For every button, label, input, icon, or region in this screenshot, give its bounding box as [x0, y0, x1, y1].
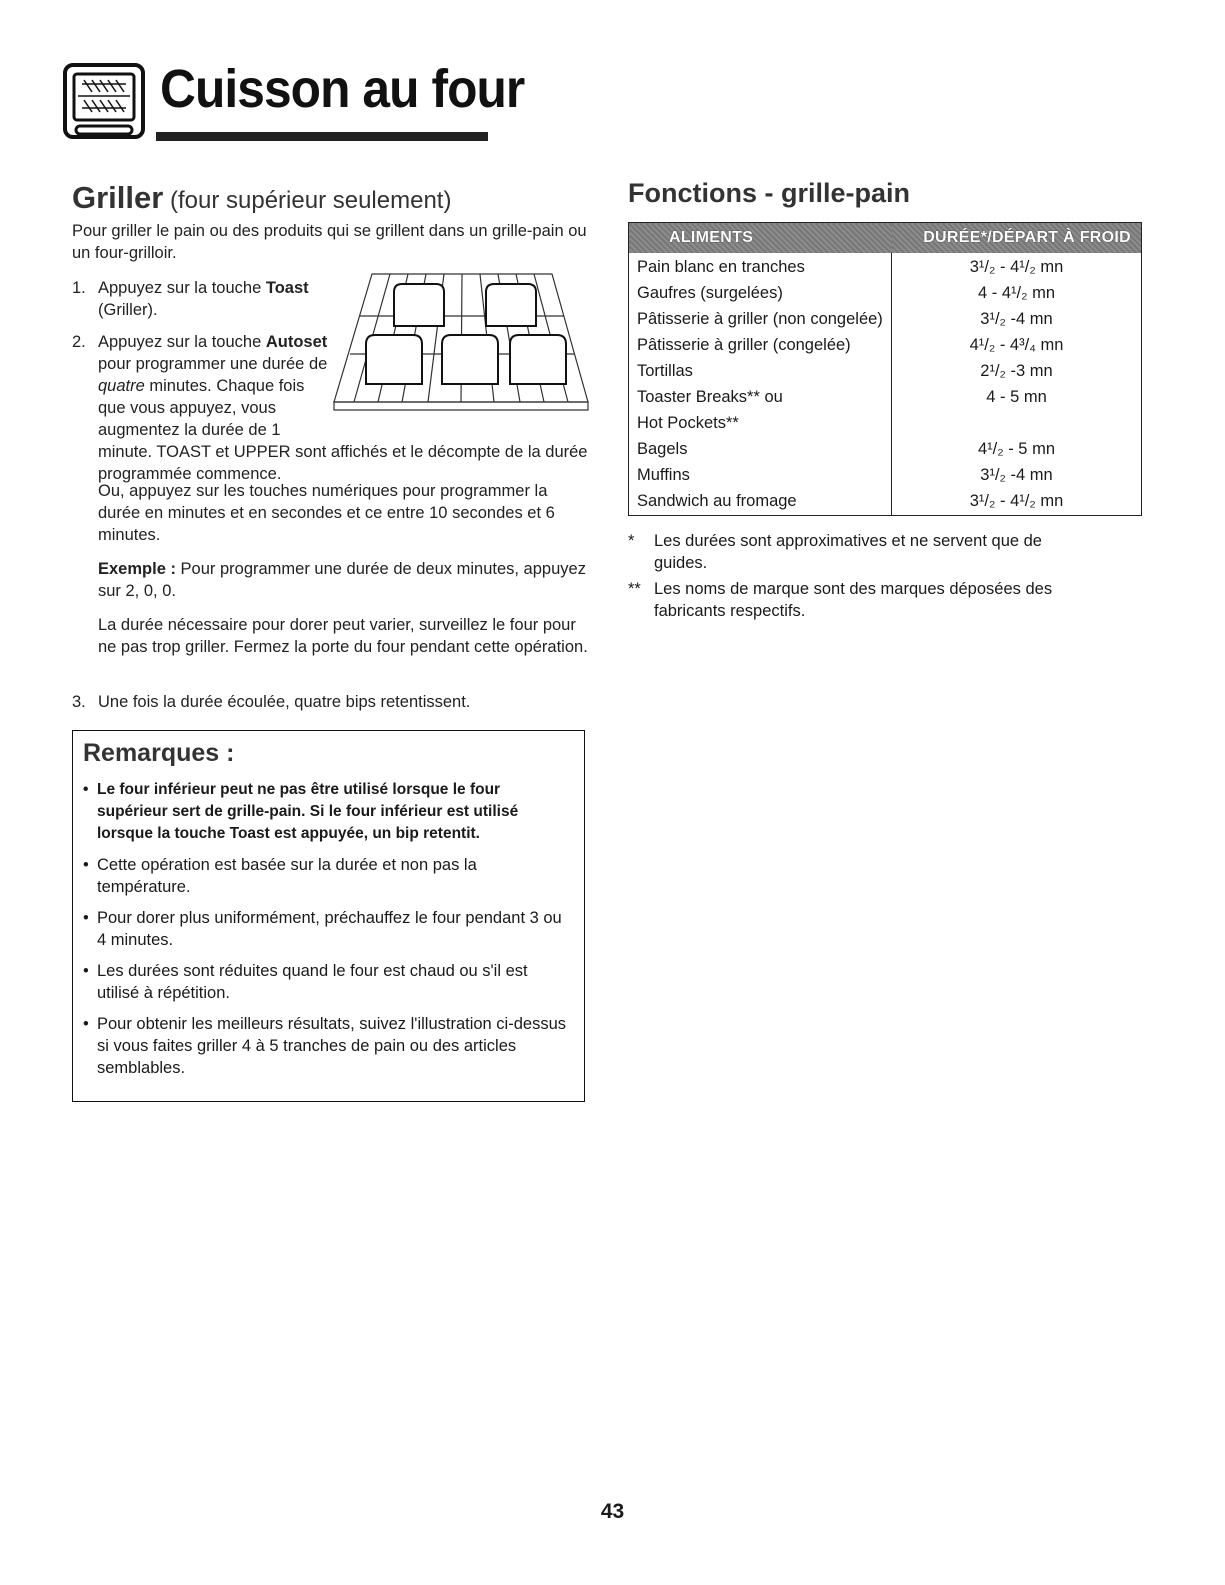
step-text: Une fois la durée écoulée, quatre bips retentissent. — [98, 693, 471, 711]
food-cell: Toaster Breaks** ou — [629, 385, 892, 411]
section-title-sub: (four supérieur seulement) — [170, 187, 452, 214]
remarks-title: Remarques : — [83, 739, 235, 767]
table-row — [629, 489, 1142, 516]
autoset-key-label: Autoset — [265, 333, 328, 351]
table-row — [629, 437, 1142, 463]
food-cell: Bagels — [629, 437, 892, 463]
step-emphasis: quatre — [98, 377, 145, 395]
duration-cell: 4 - 4¹/₂ mn — [977, 284, 1055, 302]
step-text: pour programmer une durée de — [98, 355, 328, 373]
table-row — [629, 463, 1142, 489]
remark-item: • Cette opération est basée sur la durée et non pas la température. — [83, 854, 573, 898]
example-label: Exemple : — [98, 560, 176, 578]
duration-cell: 2¹/₂ -3 mn — [980, 362, 1053, 380]
food-cell: Sandwich au fromage — [629, 489, 892, 516]
duration-cell: 4¹/₂ - 5 mn — [977, 440, 1055, 458]
duration-cell: 3¹/₂ - 4¹/₂ mn — [969, 258, 1064, 276]
duration-cell — [892, 411, 1142, 437]
food-cell: Pâtisserie à griller (congelée) — [629, 333, 892, 359]
duration-cell: 3¹/₂ -4 mn — [980, 466, 1053, 484]
table-row — [629, 281, 1142, 307]
browning-paragraph: La durée nécessaire pour dorer peut varier, surveillez le four pour ne pas trop griller. Fermez la porte du four pendant cette opération. — [98, 616, 588, 656]
step-1 — [72, 277, 332, 321]
footnote-text: Les durées sont approximatives et ne servent que de guides. — [654, 532, 1042, 572]
step-text: (Griller). — [98, 301, 158, 319]
table-row — [629, 411, 1142, 437]
toast-functions-title: Fonctions - grille-pain — [628, 178, 910, 208]
food-cell: Hot Pockets** — [629, 411, 892, 437]
table-header-row — [629, 223, 1142, 254]
column-header-food: ALIMENTS — [629, 223, 892, 254]
footnote — [628, 578, 1068, 622]
remark-item: • Le four inférieur peut ne pas être utilisé lorsque le four supérieur sert de grille-pain. Si le four inférieur est utilisé lorsque la touche Toast est appuyée, un bip retentit. — [83, 779, 573, 845]
food-cell: Pâtisserie à griller (non congelée) — [629, 307, 892, 333]
duration-cell: 3¹/₂ - 4¹/₂ mn — [969, 492, 1064, 510]
step-text: Appuyez sur la touche — [98, 333, 266, 351]
table-row — [629, 359, 1142, 385]
table-row — [629, 333, 1142, 359]
table-row — [629, 307, 1142, 333]
intro-text: Pour griller le pain ou des produits qui se grillent dans un grille-pain ou un four-grilloir. — [72, 222, 587, 262]
example-paragraph — [98, 558, 592, 602]
toast-rack-illustration — [330, 270, 592, 415]
footnote-mark: * — [628, 532, 635, 550]
duration-cell: 3¹/₂ -4 mn — [980, 310, 1053, 328]
footnote — [628, 530, 1068, 574]
toast-times-table — [628, 222, 1142, 516]
duration-cell: 4¹/₂ - 4³/₄ mn — [969, 336, 1064, 354]
section-title-main: Griller — [72, 180, 164, 215]
title-rule — [156, 132, 488, 141]
remark-item: • Pour dorer plus uniformément, préchauffez le four pendant 3 ou 4 minutes. — [83, 907, 573, 951]
column-header-duration: DURÉE*/DÉPART À FROID — [892, 223, 1142, 254]
step-number: 1. — [72, 279, 86, 297]
duration-cell: 4 - 5 mn — [986, 388, 1047, 406]
step-number: 2. — [72, 333, 86, 351]
step-3 — [72, 691, 592, 713]
footnote-mark: ** — [628, 580, 641, 598]
step-text: Appuyez sur la touche — [98, 279, 266, 297]
page-title: Cuisson au four — [160, 59, 525, 119]
remark-item: • Pour obtenir les meilleurs résultats, suivez l'illustration ci-dessus si vous faites griller 4 à 5 tranches de pain ou des articles semblables. — [83, 1013, 573, 1079]
food-cell: Tortillas — [629, 359, 892, 385]
food-cell: Gaufres (surgelées) — [629, 281, 892, 307]
table-row — [629, 253, 1142, 281]
footnote-text: Les noms de marque sont des marques déposées des fabricants respectifs. — [654, 580, 1053, 620]
step-text: minutes. Chaque fois que vous appuyez, vous augmentez la durée de 1 minute. TOAST et UPPER sont affichés et le décompte de la durée programmée commence. — [98, 377, 588, 483]
food-cell: Pain blanc en tranches — [629, 253, 892, 281]
step-number: 3. — [72, 693, 86, 711]
remarks-box — [72, 730, 585, 1102]
oven-icon — [62, 62, 146, 146]
numeric-keys-paragraph: Ou, appuyez sur les touches numériques pour programmer la durée en minutes et en secondes et ce entre 10 secondes et 6 minutes. — [98, 482, 555, 544]
toast-key-label: Toast — [265, 279, 309, 297]
example-text: Pour programmer une durée de deux minutes, appuyez sur 2, 0, 0. — [98, 560, 586, 600]
remarks-list — [83, 779, 573, 1088]
section-title — [72, 180, 451, 216]
food-cell: Muffins — [629, 463, 892, 489]
remark-item: • Les durées sont réduites quand le four est chaud ou s'il est utilisé à répétition. — [83, 960, 573, 1004]
table-row — [629, 385, 1142, 411]
table-footnotes — [628, 530, 1068, 626]
page-number: 43 — [600, 1500, 625, 1523]
